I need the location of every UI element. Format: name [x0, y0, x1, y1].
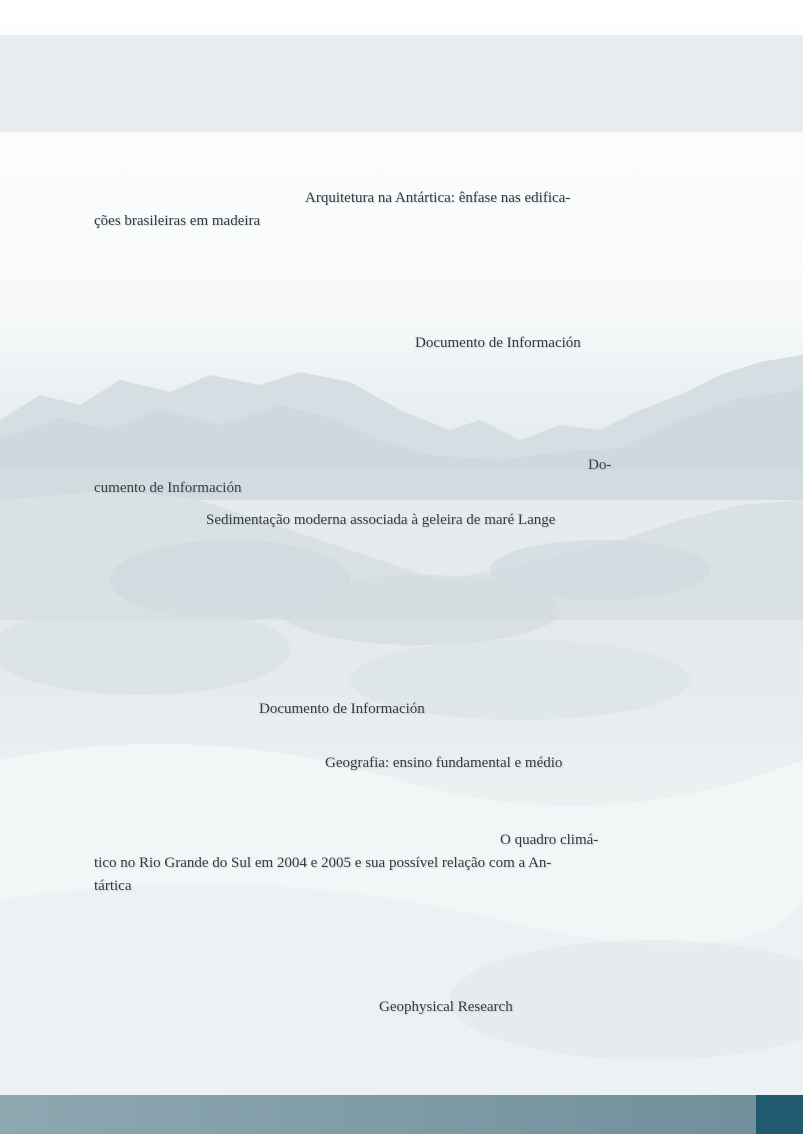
reference-quadro-line2: tico no Rio Grande do Sul em 2004 e 2005 e sua possível relação com a An- [94, 855, 552, 871]
reference-arquitetura-line2: ções brasileiras em madeira [94, 213, 261, 229]
reference-documento-1: Documento de Información [415, 335, 581, 351]
reference-quadro-line3: tártica [94, 878, 132, 894]
reference-sedimentacao: Sedimentação moderna associada à geleira de maré Lange [206, 512, 556, 528]
header-band [0, 35, 803, 132]
reference-documento-2-line2: cumento de Información [94, 480, 242, 496]
reference-geografia: Geografia: ensino fundamental e médio [325, 755, 563, 771]
reference-geophysical: Geophysical Research [379, 999, 513, 1015]
footer-page-tab [756, 1095, 803, 1134]
reference-documento-3: Documento de Información [259, 701, 425, 717]
reference-documento-2-line1: Do- [588, 457, 612, 473]
reference-arquitetura-line1: Arquitetura na Antártica: ênfase nas edifica- [305, 190, 571, 206]
footer-band [0, 1095, 803, 1134]
reference-quadro-line1: O quadro climá- [500, 832, 599, 848]
